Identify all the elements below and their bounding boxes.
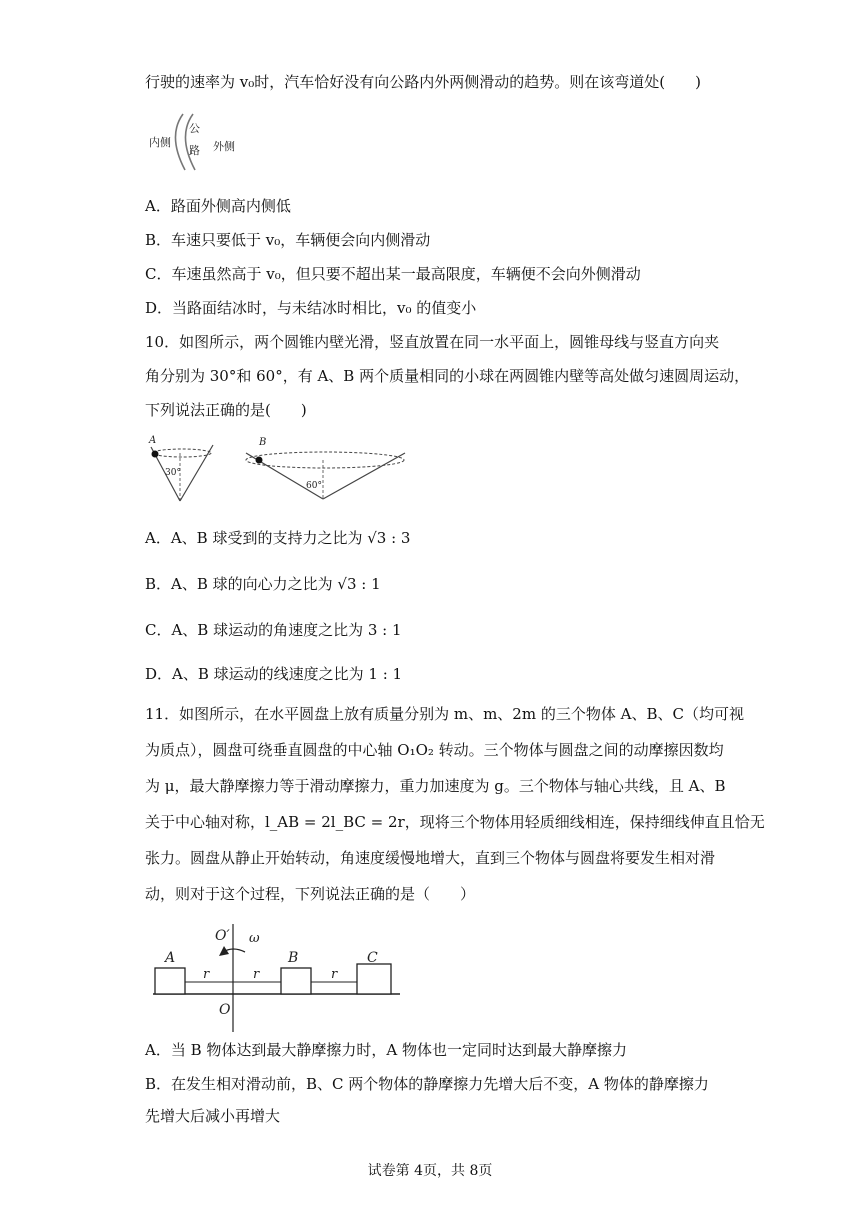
ball-a bbox=[152, 451, 159, 458]
angle-60-label: 60° bbox=[306, 481, 322, 491]
road-curve-figure bbox=[145, 112, 255, 174]
q10-option-c: C．A、B 球运动的角速度之比为 3 : 1 bbox=[145, 621, 402, 639]
q9-option-c: C．车速虽然高于 v₀，但只要不超出某一最高限度，车辆便不会向外侧滑动 bbox=[145, 265, 641, 283]
q10-line-3: 下列说法正确的是( ) bbox=[145, 401, 307, 419]
block-a-label: A bbox=[165, 950, 176, 966]
page-footer: 试卷第 4页，共 8页 bbox=[367, 1163, 493, 1179]
road-label-1: 公 bbox=[189, 122, 200, 135]
cones-figure bbox=[145, 433, 410, 505]
block-b bbox=[281, 968, 311, 994]
q9-option-a: A．路面外侧高内侧低 bbox=[145, 197, 291, 215]
q10-option-b: B．A、B 球的向心力之比为 √3 : 1 bbox=[145, 575, 381, 593]
axis-bottom-label: O bbox=[219, 1002, 231, 1018]
q11-line-1: 11．如图所示，在水平圆盘上放有质量分别为 m、m、2m 的三个物体 A、B、C（均可视 bbox=[145, 705, 744, 723]
distance-r-3: r bbox=[331, 967, 338, 982]
q11-option-b-cont: 先增大后减小再增大 bbox=[145, 1107, 281, 1125]
block-c-label: C bbox=[367, 950, 378, 966]
q11-option-a: A．当 B 物体达到最大静摩擦力时，A 物体也一定同时达到最大静摩擦力 bbox=[145, 1041, 627, 1059]
q11-line-6: 动，则对于这个过程，下列说法正确的是（ ） bbox=[145, 885, 476, 903]
turntable-figure bbox=[145, 920, 405, 1035]
q10-option-a: A．A、B 球受到的支持力之比为 √3 : 3 bbox=[145, 529, 411, 547]
q11-option-b: B．在发生相对滑动前，B、C 两个物体的静摩擦力先增大后不变，A 物体的静摩擦力 bbox=[145, 1075, 709, 1093]
q10-line-2: 角分别为 30°和 60°，有 A、B 两个质量相同的小球在两圆锥内壁等高处做匀速圆周运动， bbox=[145, 367, 750, 385]
road-label-2: 路 bbox=[189, 144, 200, 157]
axis-top-label: O′ bbox=[215, 928, 230, 944]
q11-line-3: 为 μ，最大静摩擦力等于滑动摩擦力，重力加速度为 g。三个物体与轴心共线，且 A、B bbox=[145, 777, 726, 795]
q9-option-b: B．车速只要低于 v₀，车辆便会向内侧滑动 bbox=[145, 231, 431, 249]
label-a: A bbox=[149, 435, 157, 446]
q9-option-d: D．当路面结冰时，与未结冰时相比，v₀ 的值变小 bbox=[145, 299, 477, 317]
outer-side-label: 外侧 bbox=[213, 140, 235, 153]
block-b-label: B bbox=[288, 950, 299, 966]
q10-option-d: D．A、B 球运动的线速度之比为 1 : 1 bbox=[145, 665, 403, 683]
distance-r-1: r bbox=[203, 967, 210, 982]
ball-b bbox=[256, 457, 263, 464]
q11-line-5: 张力。圆盘从静止开始转动，角速度缓慢地增大，直到三个物体与圆盘将要发生相对滑 bbox=[145, 849, 716, 867]
block-a bbox=[155, 968, 185, 994]
label-b: B bbox=[259, 437, 267, 448]
q10-line-1: 10．如图所示，两个圆锥内壁光滑，竖直放置在同一水平面上，圆锥母线与竖直方向夹 bbox=[145, 333, 720, 351]
angle-30-label: 30° bbox=[165, 468, 181, 478]
distance-r-2: r bbox=[253, 967, 260, 982]
omega-label: ω bbox=[249, 931, 260, 946]
inner-side-label: 内侧 bbox=[149, 136, 171, 149]
block-c bbox=[357, 964, 391, 994]
q11-line-4: 关于中心轴对称，l_AB = 2l_BC = 2r，现将三个物体用轻质细线相连，保持细线伸直且恰无 bbox=[145, 813, 765, 831]
q11-line-2: 为质点），圆盘可绕垂直圆盘的中心轴 O₁O₂ 转动。三个物体与圆盘之间的动摩擦因数均 bbox=[145, 741, 724, 759]
q9-text: 行驶的速率为 v₀时，汽车恰好没有向公路内外两侧滑动的趋势。则在该弯道处( ) bbox=[145, 73, 701, 91]
